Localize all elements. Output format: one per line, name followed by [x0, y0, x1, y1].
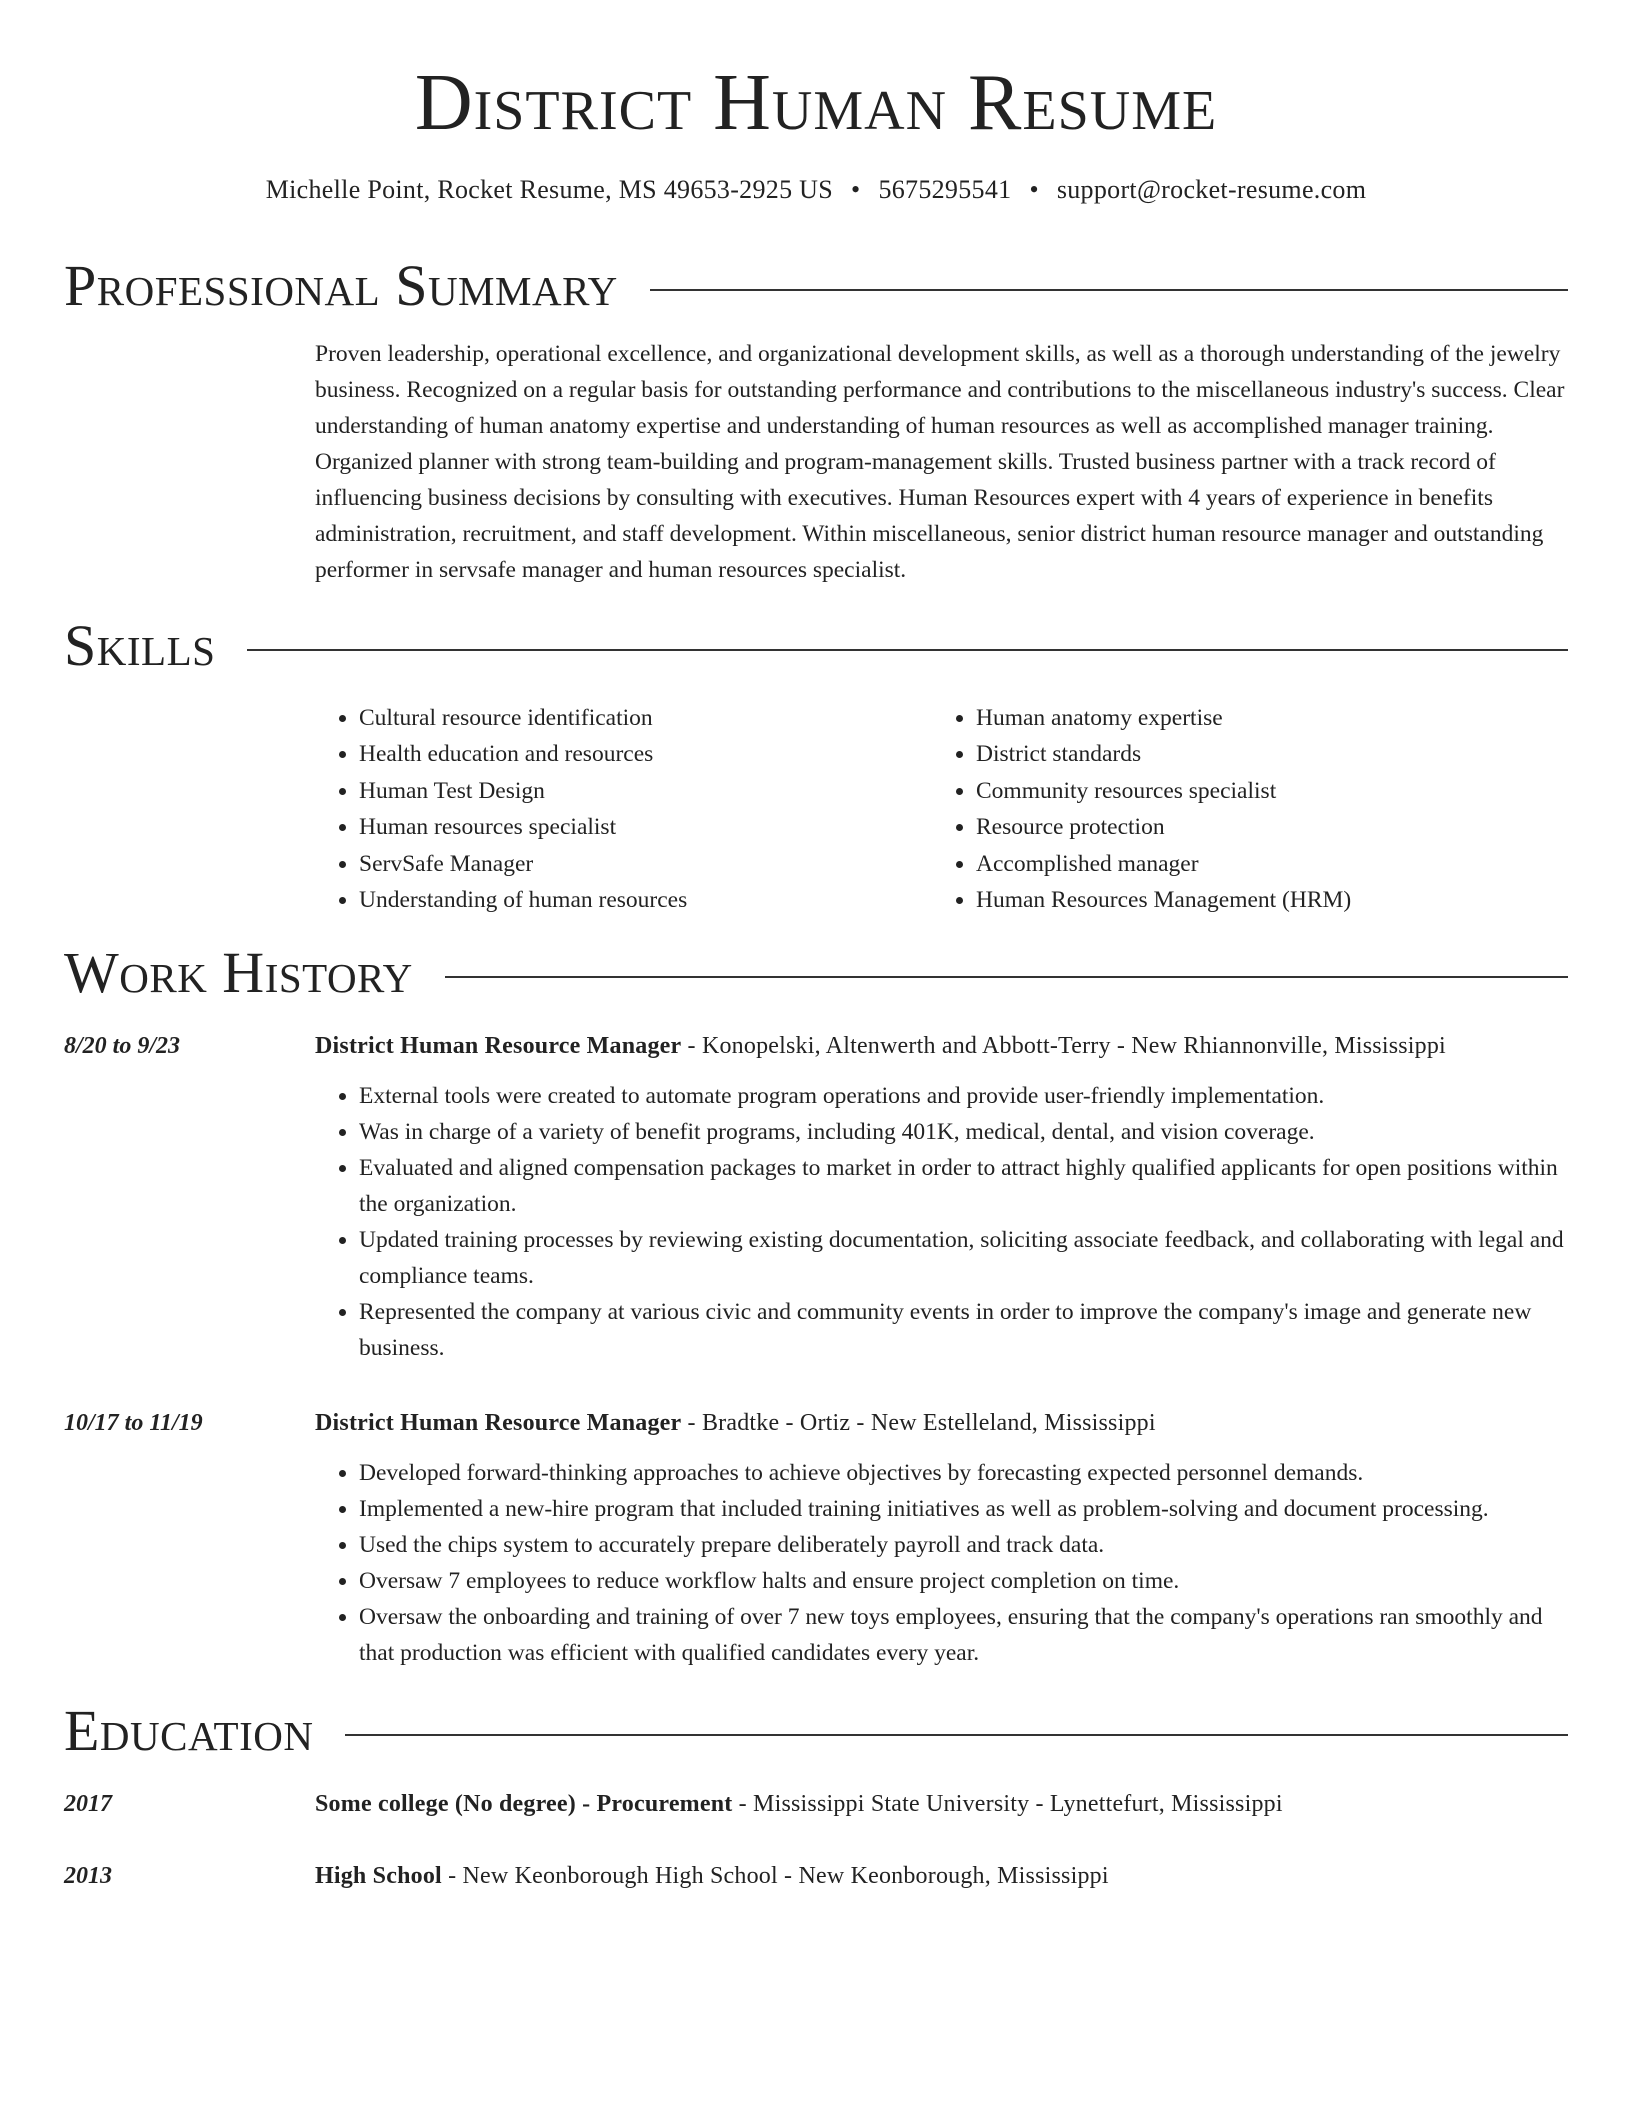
job-title: District Human Resource Manager — [315, 1033, 682, 1059]
skill-item: • ServSafe Manager — [359, 846, 932, 882]
section-divider — [650, 289, 1568, 291]
skill-item: • Human Test Design — [359, 773, 932, 809]
skill-item: • Cultural resource identification — [359, 700, 932, 736]
skill-item: • Resource protection — [976, 809, 1549, 845]
summary-section-header — [64, 254, 1568, 318]
job-bullet: • Used the chips system to accurately prepare deliberately payroll and track data. — [359, 1527, 1568, 1563]
skills-list — [315, 700, 1568, 918]
skill-item: • Health education and resources — [359, 736, 932, 772]
job-bullets — [315, 1455, 1568, 1671]
contact-separator: • — [1029, 175, 1039, 204]
summary-text: Proven leadership, operational excellence, and organizational development skills, as well as a thorough understanding of the jewelry business. Recognized on a regular basis for outstanding performance and contributions to the miscellaneous industry's success. Clear understanding of human anatomy expertise and understanding of human resources as well as accomplished manager training. Organized planner with strong team-building and program-management skills. Trusted business partner with a track record of influencing business decisions by consulting with executives. Human Resources expert with 4 years of experience in benefits administration, recruitment, and staff development. Within miscellaneous, senior district human resource manager and outstanding performer in servsafe manager and human resources specialist. — [315, 341, 1565, 583]
job-bullet: • Represented the company at various civic and community events in order to improve the company's image and generate new business. — [359, 1294, 1568, 1366]
summary-heading: Professional Summary — [64, 253, 618, 318]
skill-item: • Community resources specialist — [976, 773, 1549, 809]
job-bullet: • External tools were created to automate program operations and provide user-friendly implementation. — [359, 1078, 1568, 1114]
contact-address: Michelle Point, Rocket Resume, MS 49653-2925 US — [265, 175, 834, 204]
job-dates: 10/17 to 11/19 — [64, 1410, 203, 1436]
skill-item: • Human resources specialist — [359, 809, 932, 845]
education-entry — [315, 1786, 1568, 1822]
contact-line — [0, 172, 1632, 208]
education-school: - New Keonborough High School - New Keonborough, Mississippi — [441, 1863, 1109, 1889]
job-bullet: • Oversaw the onboarding and training of over 7 new toys employees, ensuring that the company's operations ran smoothly and that production was efficient with qualified candidates every year. — [359, 1599, 1568, 1671]
job-employer: - Bradtke - Ortiz - New Estelleland, Mississippi — [681, 1410, 1156, 1436]
skill-item: • Human Resources Management (HRM) — [976, 882, 1549, 918]
section-divider — [247, 649, 1568, 651]
job-bullet: • Was in charge of a variety of benefit programs, including 401K, medical, dental, and vision coverage. — [359, 1114, 1568, 1150]
education-degree: High School — [315, 1863, 442, 1889]
job-bullet: • Implemented a new-hire program that included training initiatives as well as problem-solving and document processing. — [359, 1491, 1568, 1527]
skills-column-right — [932, 700, 1549, 918]
job-employer: - Konopelski, Altenwerth and Abbott-Terry - New Rhiannonville, Mississippi — [681, 1033, 1446, 1059]
job-bullet: • Evaluated and aligned compensation packages to market in order to attract highly qualified applicants for open positions within the organization. — [359, 1150, 1568, 1222]
education-school: - Mississippi State University - Lynettefurt, Mississippi — [732, 1791, 1283, 1817]
job-dates: 8/20 to 9/23 — [64, 1033, 181, 1059]
skills-section-header — [64, 614, 1568, 678]
education-heading: Education — [64, 1698, 314, 1763]
job-bullet: • Developed forward-thinking approaches to achieve objectives by forecasting expected personnel demands. — [359, 1455, 1568, 1491]
section-divider — [345, 1734, 1568, 1736]
job-bullet: • Updated training processes by reviewing existing documentation, soliciting associate feedback, and collaborating with legal and compliance teams. — [359, 1222, 1568, 1294]
skill-item: • Human anatomy expertise — [976, 700, 1549, 736]
contact-phone: 5675295541 — [878, 175, 1012, 204]
contact-email: support@rocket-resume.com — [1056, 175, 1367, 204]
skill-item: • Understanding of human resources — [359, 882, 932, 918]
job-bullets — [315, 1078, 1568, 1366]
education-entry — [315, 1858, 1568, 1894]
education-degree: Some college (No degree) - Procurement — [315, 1791, 733, 1817]
job-entry — [315, 1028, 1568, 1366]
contact-separator: • — [851, 175, 861, 204]
skills-heading: Skills — [64, 613, 216, 678]
education-year: 2013 — [64, 1863, 112, 1889]
skill-item: • Accomplished manager — [976, 846, 1549, 882]
skills-column-left — [315, 700, 932, 918]
job-header — [315, 1028, 1568, 1064]
job-header — [315, 1405, 1568, 1441]
section-divider — [445, 976, 1568, 978]
resume-title: District Human Resume — [414, 59, 1218, 147]
skill-item: • District standards — [976, 736, 1549, 772]
job-title: District Human Resource Manager — [315, 1410, 682, 1436]
education-section-header — [64, 1699, 1568, 1763]
work-heading: Work History — [64, 940, 413, 1005]
work-section-header — [64, 941, 1568, 1005]
job-entry — [315, 1405, 1568, 1671]
education-year: 2017 — [64, 1791, 112, 1817]
job-bullet: • Oversaw 7 employees to reduce workflow halts and ensure project completion on time. — [359, 1563, 1568, 1599]
